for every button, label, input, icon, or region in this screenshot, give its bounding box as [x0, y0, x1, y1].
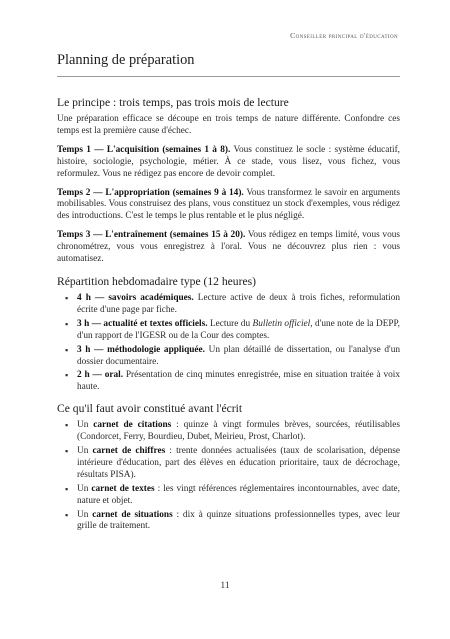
section-heading-repartition: Répartition hebdomadaire type (12 heures) [57, 274, 256, 288]
item-text: Lecture du [207, 318, 253, 329]
chapter-title: Planning de préparation [57, 52, 195, 68]
bullet-icon: ▪ [65, 370, 69, 381]
bullet-icon: ▪ [65, 420, 69, 431]
item-pre: Un [77, 446, 93, 457]
list-item [57, 446, 400, 482]
temps-1-label: Temps 1 — L'acquisition (semaines 1 à 8). [57, 144, 231, 155]
item-text: Lecture active de deux à trois fiches, reformulation écrite d'une page par fiche. [77, 292, 400, 315]
item-label: carnet de situations [92, 509, 173, 520]
list-item [57, 484, 400, 508]
chapter-divider [57, 76, 400, 77]
item-text: : quinze à vingt formules brèves, sourcées, réutilisables (Condorcet, Ferry, Bourdieu, Dubet, Meirieu, Prost, Charlot). [77, 420, 401, 443]
temps-1-text: Vous constituez le socle : système éducatif, histoire, sociologie, psychologie, métier. À ce stade, vous lisez, vous fichez, vous reformulez. Vous ne rédigez pas encore de devoir complet. [57, 144, 400, 179]
item-label: 3 h — méthodologie appliquée. [77, 344, 206, 355]
item-label: 2 h — oral. [77, 370, 124, 381]
item-pre: Un [77, 509, 93, 520]
repartition-list [57, 293, 400, 394]
bullet-icon: ▪ [65, 292, 69, 303]
temps-3-label: Temps 3 — L'entraînement (semaines 15 à 20). [57, 230, 246, 241]
item-pre: Un [77, 420, 94, 431]
bullet-icon: ▪ [65, 318, 69, 329]
list-item [57, 319, 400, 343]
paragraph-temps-1 [57, 145, 400, 181]
list-item [57, 370, 400, 394]
bullet-icon: ▪ [65, 446, 69, 457]
bullet-icon: ▪ [65, 344, 69, 355]
item-text: Un plan détaillé de dissertation, ou l'analyse d'un dossier documentaire. [77, 344, 400, 367]
item-text: : dix à quinze situations professionnelles types, avec leur grille de traitement. [77, 509, 400, 532]
list-item [57, 293, 400, 317]
item-text: , d'une note de la DEPP, d'un rapport de l'IGESR ou de la Cour des comptes. [77, 318, 401, 341]
section-heading-ecrit: Ce qu'il faut avoir constitué avant l'écrit [57, 402, 243, 416]
bullet-icon: ▪ [65, 509, 69, 520]
page-number: 11 [220, 580, 230, 591]
paragraph-temps-3 [57, 230, 400, 266]
running-head: Conseiller principal d'éducation [290, 31, 398, 40]
item-label: carnet de chiffres [92, 446, 166, 457]
ecrit-list [57, 420, 400, 533]
temps-2-text: Vous transformez le savoir en arguments mobilisables. Vous construisez des plans, vous constituez un stock d'exemples, vous rédigez des introductions. C'est le temps le plus rentable et le plus négligé. [57, 187, 401, 222]
page-content [57, 96, 400, 541]
bullet-icon: ▪ [65, 483, 69, 494]
paragraph-intro: Une préparation efficace se découpe en trois temps de nature différente. Confondre ces temps est la première cause d'échec. [57, 114, 400, 136]
item-text: : les vingt références réglementaires incontournables, avec date, nature et objet. [77, 483, 401, 506]
item-label: carnet de textes [91, 483, 155, 494]
item-label: 3 h — actualité et textes officiels. [77, 318, 208, 329]
item-italic: Bulletin officiel [252, 318, 311, 329]
item-text: Présentation de cinq minutes enregistrée, mise en situation traitée à voix haute. [77, 370, 400, 393]
item-text: : trente données actualisées (taux de scolarisation, dépense intérieure d'éducation, part des élèves en éducation prioritaire, taux de décrochage, résultats PISA). [77, 446, 401, 480]
list-item [57, 510, 400, 534]
list-item [57, 345, 400, 369]
section-heading-principe: Le principe : trois temps, pas trois mois de lecture [57, 96, 289, 109]
list-item [57, 420, 400, 444]
item-label: 4 h — savoirs académiques. [77, 292, 194, 303]
item-label: carnet de citations [93, 420, 172, 431]
item-pre: Un [77, 483, 92, 494]
temps-3-text: Vous rédigez en temps limité, vous vous chronométrez, vous vous enregistrez à l'oral. Vous ne découvrez plus rien : vous automatisez. [57, 230, 400, 265]
temps-2-label: Temps 2 — L'appropriation (semaines 9 à 14). [57, 187, 244, 198]
paragraph-temps-2 [57, 188, 400, 224]
